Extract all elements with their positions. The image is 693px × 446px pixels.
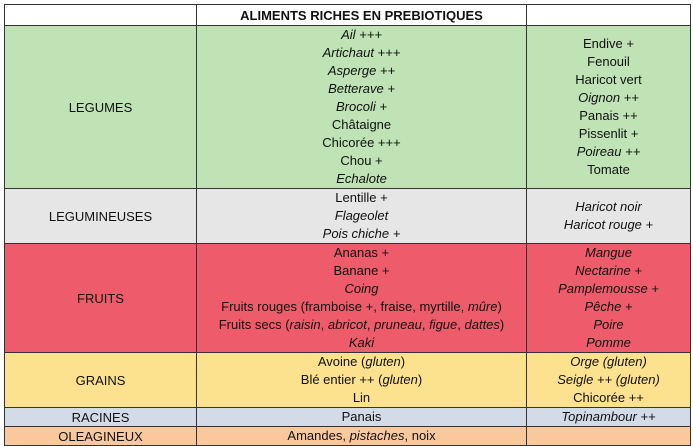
food-item-part: Amandes, bbox=[287, 428, 350, 443]
food-item-part: raisin bbox=[289, 317, 321, 332]
category-label: OLEAGINEUX bbox=[5, 427, 197, 446]
food-item-part: mûre bbox=[467, 299, 498, 314]
food-item-part: , bbox=[320, 317, 328, 332]
food-item bbox=[197, 298, 526, 316]
food-item: Echalote bbox=[336, 171, 387, 186]
category-row-oleagineux bbox=[5, 427, 691, 446]
food-item: Chou + bbox=[340, 153, 383, 168]
food-item-part: ) bbox=[499, 317, 505, 332]
food-list-right bbox=[527, 408, 691, 427]
food-list-left bbox=[197, 26, 527, 189]
category-label: RACINES bbox=[5, 408, 197, 427]
category-row-fruits bbox=[5, 244, 691, 353]
food-item: Seigle ++ (gluten) bbox=[557, 372, 660, 387]
food-item: Châtaigne bbox=[331, 117, 392, 132]
food-item: Fenouil bbox=[587, 54, 630, 69]
food-item-part: Fruits rouges (framboise +, fraise, myrtille, bbox=[221, 299, 468, 314]
food-item-part: Avoine ( bbox=[317, 354, 366, 369]
food-item: Mangue bbox=[585, 245, 632, 260]
food-item: Tomate bbox=[587, 162, 630, 177]
food-list-right bbox=[527, 244, 691, 353]
food-item: Haricot rouge + bbox=[563, 217, 654, 232]
food-item-part: Blé entier ++ ( bbox=[300, 372, 383, 387]
food-item-part: figue bbox=[429, 317, 458, 332]
food-item: Pois chiche + bbox=[322, 226, 401, 241]
category-label: LEGUMES bbox=[5, 26, 197, 189]
category-label: FRUITS bbox=[5, 244, 197, 353]
category-label: GRAINS bbox=[5, 353, 197, 408]
food-list-right bbox=[527, 427, 691, 446]
food-item-part: pistaches bbox=[349, 428, 405, 443]
food-item-part: , bbox=[421, 317, 430, 332]
food-item: Ail +++ bbox=[341, 27, 382, 42]
food-item: Topinambour ++ bbox=[561, 409, 656, 424]
food-item-part: , bbox=[366, 317, 375, 332]
food-item: Kaki bbox=[348, 335, 375, 350]
food-item: Pamplemousse + bbox=[558, 281, 659, 296]
food-item-part: ) bbox=[400, 354, 406, 369]
food-item: Flageolet bbox=[334, 208, 389, 223]
food-item bbox=[197, 316, 526, 334]
food-item: Chicorée +++ bbox=[322, 135, 401, 150]
food-item: Lin bbox=[352, 390, 371, 405]
food-item: Panais bbox=[341, 409, 382, 424]
food-item-part: ) bbox=[417, 372, 423, 387]
food-list-right bbox=[527, 189, 691, 244]
header-row bbox=[5, 5, 691, 26]
table-title: ALIMENTS RICHES EN PREBIOTIQUES bbox=[197, 5, 527, 26]
food-list-left bbox=[197, 353, 527, 408]
food-list-left bbox=[197, 408, 527, 427]
category-row-grains bbox=[5, 353, 691, 408]
food-item: Haricot noir bbox=[575, 199, 642, 214]
food-item: Pomme bbox=[586, 335, 631, 350]
food-list-right bbox=[527, 26, 691, 189]
food-item: Poire bbox=[593, 317, 624, 332]
food-item: Artichaut +++ bbox=[322, 45, 401, 60]
food-item: Coing bbox=[344, 281, 379, 296]
food-item bbox=[197, 427, 526, 445]
food-item: Pissenlit + bbox=[578, 126, 639, 141]
food-item: Panais ++ bbox=[579, 108, 638, 123]
food-item: Banane + bbox=[333, 263, 390, 278]
food-item bbox=[197, 371, 526, 389]
food-item: Brocoli + bbox=[336, 99, 387, 114]
food-item-part: pruneau bbox=[374, 317, 422, 332]
food-item-part: abricot bbox=[327, 317, 367, 332]
food-item-part: Fruits secs ( bbox=[218, 317, 290, 332]
food-item: Pêche + bbox=[584, 299, 633, 314]
food-item: Chicorée ++ bbox=[573, 390, 644, 405]
corner-cell bbox=[5, 5, 197, 26]
food-item-part: , bbox=[457, 317, 465, 332]
food-item-part: dattes bbox=[464, 317, 500, 332]
food-item-part: , noix bbox=[404, 428, 436, 443]
food-item: Nectarine + bbox=[575, 263, 642, 278]
food-item-part: gluten bbox=[365, 354, 401, 369]
food-item: Ananas + bbox=[333, 245, 390, 260]
food-item: Endive + bbox=[583, 36, 634, 51]
food-item: Asperge ++ bbox=[327, 63, 396, 78]
category-row-racines bbox=[5, 408, 691, 427]
category-row-legumineuses bbox=[5, 189, 691, 244]
food-list-left bbox=[197, 244, 527, 353]
prebiotics-table bbox=[4, 4, 691, 446]
food-item-part: ) bbox=[497, 299, 502, 314]
food-item bbox=[197, 353, 526, 371]
food-item: Orge (gluten) bbox=[570, 354, 647, 369]
category-row-legumes bbox=[5, 26, 691, 189]
food-item: Lentille + bbox=[335, 190, 388, 205]
category-label: LEGUMINEUSES bbox=[5, 189, 197, 244]
food-item: Poireau ++ bbox=[576, 144, 641, 159]
food-list-right bbox=[527, 353, 691, 408]
food-list-left bbox=[197, 427, 527, 446]
food-list-left bbox=[197, 189, 527, 244]
food-item: Haricot vert bbox=[575, 72, 642, 87]
food-item: Betterave + bbox=[328, 81, 395, 96]
food-item-part: gluten bbox=[382, 372, 418, 387]
food-item: Oignon ++ bbox=[578, 90, 639, 105]
header-empty-cell bbox=[527, 5, 691, 26]
